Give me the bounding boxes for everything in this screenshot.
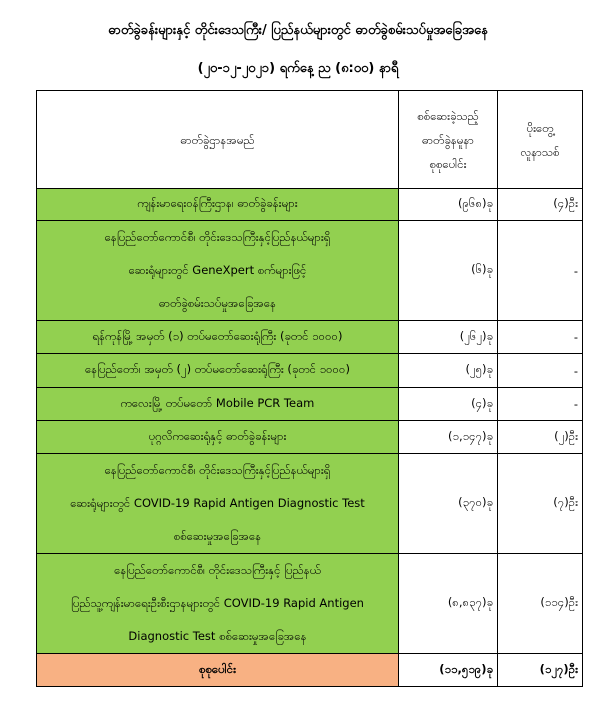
positive-count: (၇)ဦး xyxy=(498,454,583,554)
lab-name: ရန်ကုန်မြို့ အမှတ် (၁) တပ်မတော်ဆေးရုံကြီး (ခုတင် ၁၀၀၀) xyxy=(37,321,399,354)
lab-name: ပုဂ္ဂလိကဆေးရုံနှင့် ဓာတ်ခွဲခန်းများ xyxy=(37,421,399,454)
tested-count: (၉၆၈)ခု xyxy=(399,189,498,221)
positive-count: - xyxy=(498,388,583,421)
tested-count: (၂၆၂)ခု xyxy=(399,321,498,354)
positive-count: - xyxy=(498,354,583,388)
positive-count: - xyxy=(498,221,583,321)
tested-count: (၁,၁၄၇)ခု xyxy=(399,421,498,454)
document-datetime: (၂၀-၁၂-၂၀၂၁) ရက်နေ့ ည (၈:၀၀) နာရီ xyxy=(197,61,399,76)
header-positive-line: လူနာသစ် xyxy=(520,144,560,159)
lab-name: နေပြည်တော်၊ အမှတ် (၂) တပ်မတော်ဆေးရုံကြီး (ခုတင် ၁၀၀၀) xyxy=(37,354,399,388)
lab-name-line: နေပြည်တော်ကောင်စီ၊ တိုင်းဒေသကြီးနှင့်ပြည်နယ်များရှိ xyxy=(104,230,331,244)
lab-name xyxy=(37,554,399,654)
tested-count: (၄)ခု xyxy=(399,388,498,421)
positive-count: - xyxy=(498,321,583,354)
lab-name-line: ဆေးရုံများတွင် COVID-19 Rapid Antigen Diagnostic Test xyxy=(70,496,365,510)
header-tested-line: စစ်ဆေးခဲ့သည့် xyxy=(417,108,479,123)
table-row xyxy=(37,221,583,321)
lab-name-line: ဓာတ်ခွဲစမ်းသပ်မှုအခြေအနေ xyxy=(158,296,277,310)
lab-name: ကျန်းမာရေးဝန်ကြီးဌာန၊ ဓာတ်ခွဲခန်းများ xyxy=(37,189,399,221)
table-row xyxy=(37,454,583,554)
header-positive xyxy=(498,91,583,189)
lab-name-line: နေပြည်တော်ကောင်စီ၊ တိုင်းဒေသကြီးနှင့် ပြည်နယ် xyxy=(114,563,321,577)
header-positive-line: ပိုးတွေ့ xyxy=(526,120,554,135)
table-row xyxy=(37,321,583,354)
positive-count: (၁၁၄)ဦး xyxy=(498,554,583,654)
table-row xyxy=(37,354,583,388)
lab-name xyxy=(37,454,399,554)
header-tested-line: ဓာတ်ခွဲနမူနာ xyxy=(421,132,475,147)
table-row xyxy=(37,388,583,421)
total-positive: (၁၂၇)ဦး xyxy=(498,654,583,687)
header-lab-name: ဓာတ်ခွဲဌာနအမည် xyxy=(37,91,399,189)
positive-count: (၂)ဦး xyxy=(498,421,583,454)
lab-name: ကလေးမြို့ တပ်မတော် Mobile PCR Team xyxy=(37,388,399,421)
tested-count: (၈,၈၃၇)ခု xyxy=(399,554,498,654)
total-tested: (၁၁,၅၁၉)ခု xyxy=(399,654,498,687)
table-row xyxy=(37,554,583,654)
header-tested-line: စုစုပေါင်း xyxy=(429,156,467,171)
document-title: ဓာတ်ခွဲခန်းများနှင့် တိုင်းဒေသကြီး/ ပြည်နယ်များတွင် ဓာတ်ခွဲစမ်းသပ်မှုအခြေအနေ xyxy=(108,23,488,38)
header-tested xyxy=(399,91,498,189)
testing-table xyxy=(36,90,583,687)
tested-count: (၆)ခု xyxy=(399,221,498,321)
table-header-row xyxy=(37,91,583,189)
total-row xyxy=(37,654,583,687)
tested-count: (၃၇၀)ခု xyxy=(399,454,498,554)
lab-name-line: ဆေးရုံများတွင် GeneXpert စက်များဖြင့် xyxy=(128,263,307,277)
lab-name xyxy=(37,221,399,321)
positive-count: (၄)ဦး xyxy=(498,189,583,221)
table-row xyxy=(37,421,583,454)
lab-name-line: စစ်ဆေးမှုအခြေအနေ xyxy=(173,529,262,543)
lab-name-line: Diagnostic Test စစ်ဆေးမှုအခြေအနေ xyxy=(128,629,307,643)
tested-count: (၂၅)ခု xyxy=(399,354,498,388)
lab-name-line: ပြည်သူ့ကျန်းမာရေးဦးစီးဌာနများတွင် COVID-19 Rapid Antigen xyxy=(71,596,364,610)
lab-name-line: နေပြည်တော်ကောင်စီ၊ တိုင်းဒေသကြီးနှင့်ပြည်နယ်များရှိ xyxy=(104,463,331,477)
table-row xyxy=(37,189,583,221)
total-label: စုစုပေါင်း xyxy=(37,654,399,687)
